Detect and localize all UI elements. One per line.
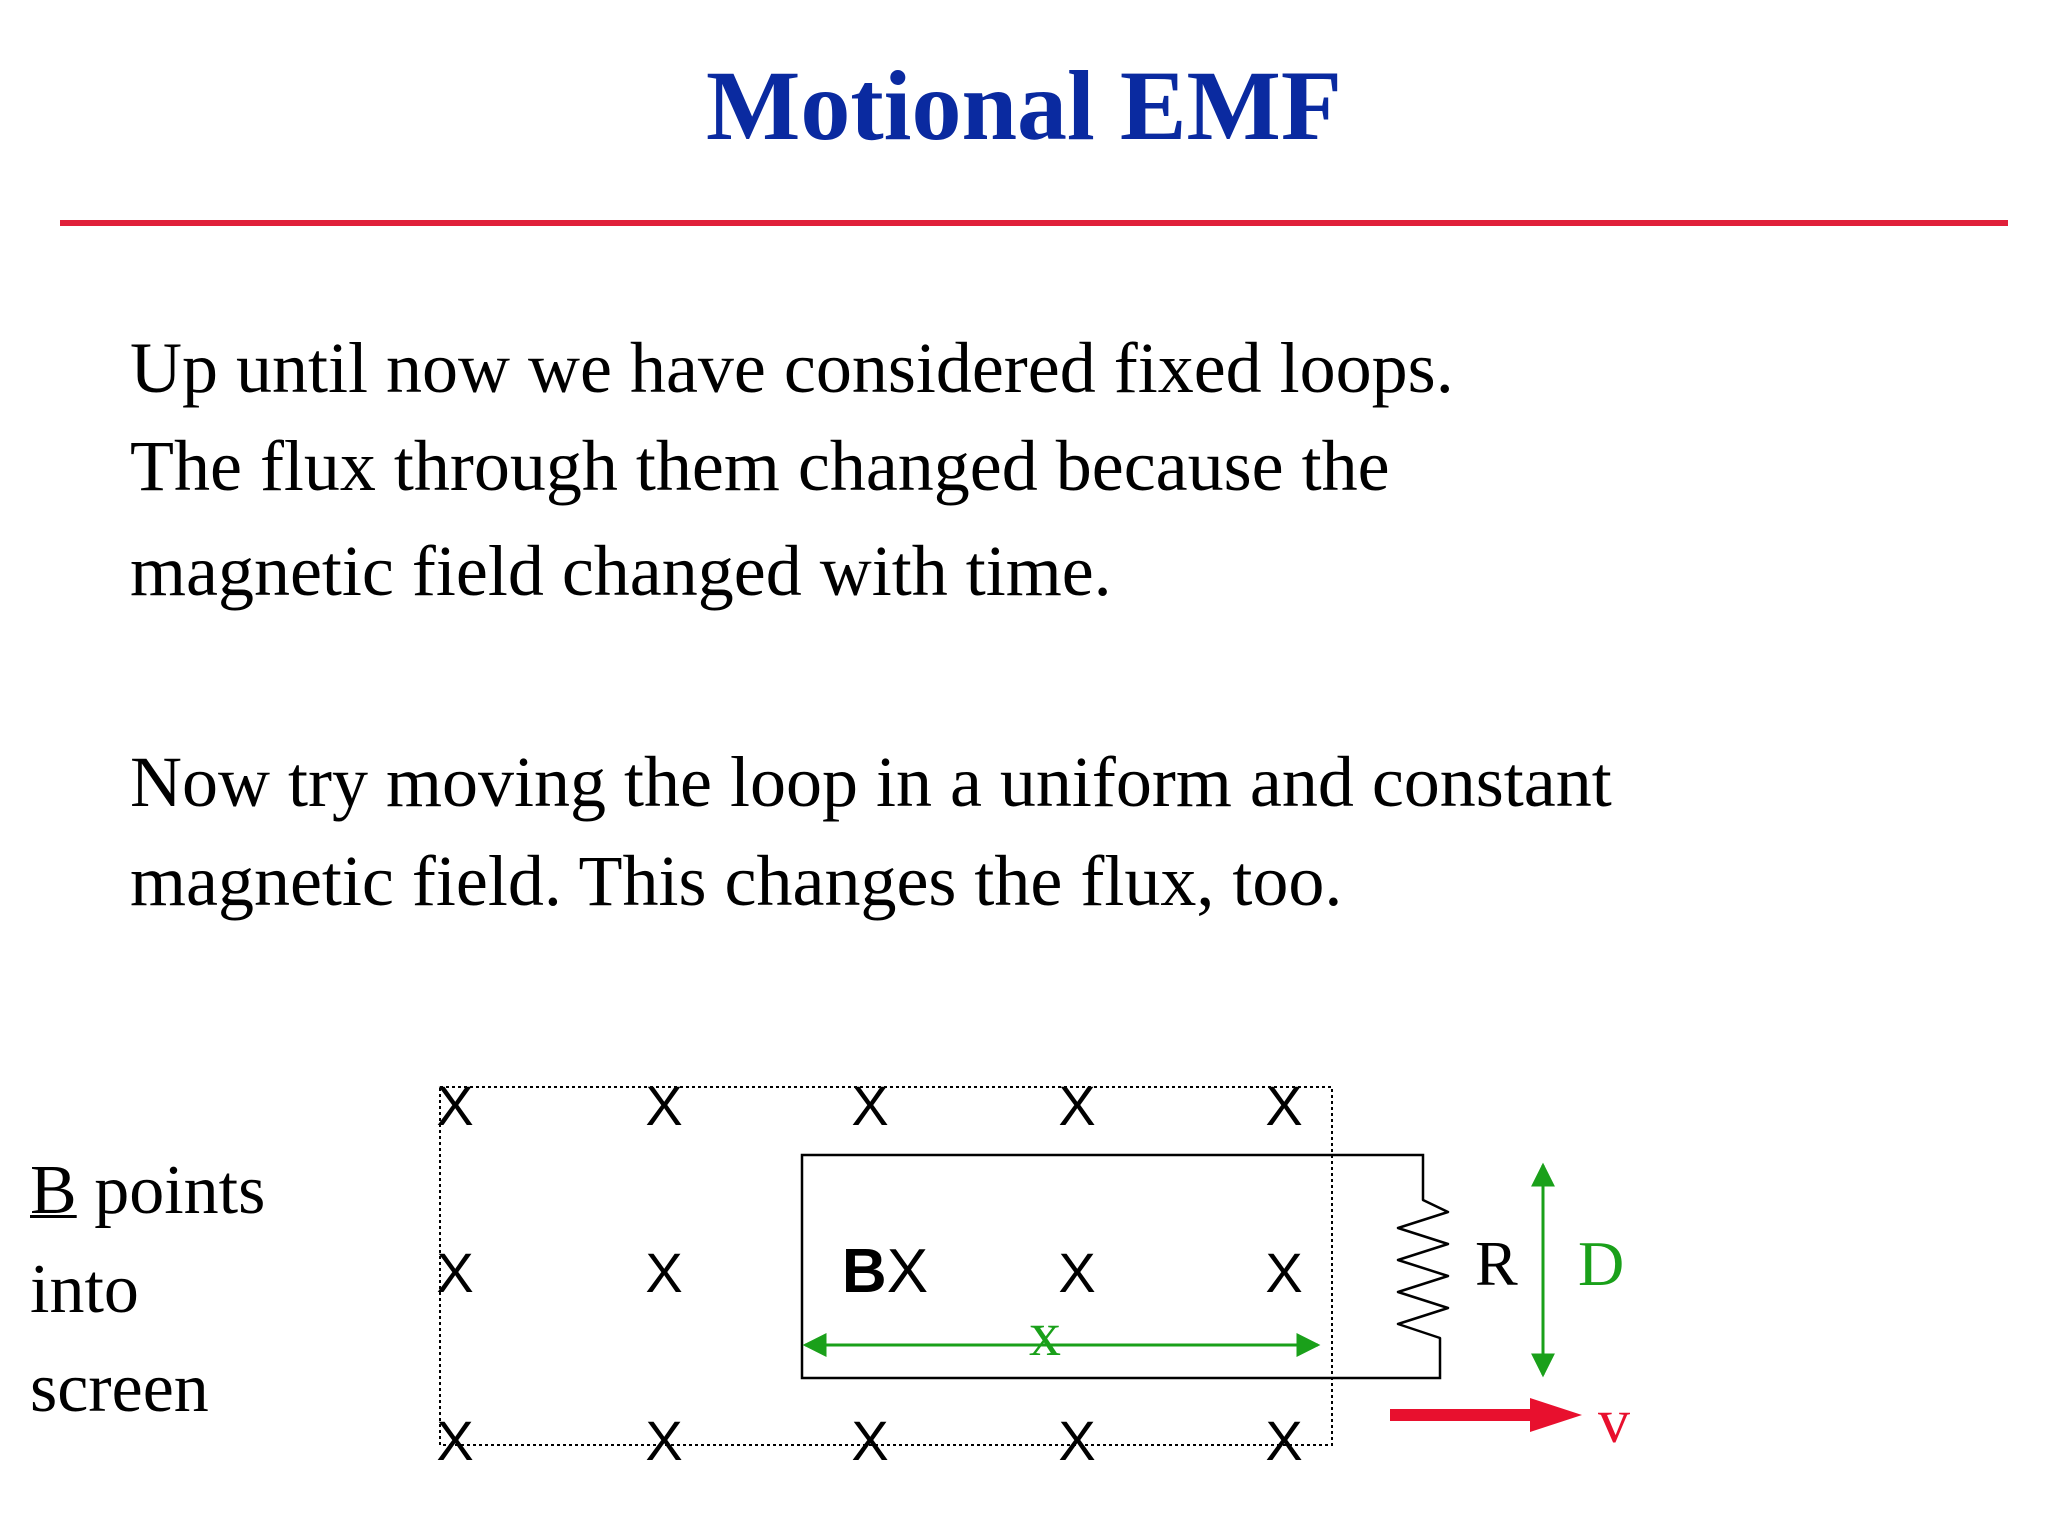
paragraph-1-line-1: Up until now we have considered fixed loops. <box>130 328 1454 408</box>
field-mark: X <box>1058 1074 1096 1137</box>
paragraph-1-line-3: magnetic field changed with time. <box>130 531 1112 611</box>
field-mark: X <box>436 1241 474 1304</box>
conducting-loop <box>802 1155 1440 1378</box>
slide-title: Motional EMF <box>705 50 1343 161</box>
paragraph-2-line-2: magnetic field. This changes the flux, too. <box>130 841 1343 921</box>
title-divider <box>60 220 2008 226</box>
field-direction-text: points <box>76 1152 266 1229</box>
resistor-icon <box>1398 1187 1448 1348</box>
position-label: x <box>1029 1298 1061 1369</box>
field-mark: X <box>645 1074 683 1137</box>
field-mark: X <box>645 1409 683 1472</box>
field-mark: X <box>1265 1074 1303 1137</box>
field-mark: X <box>1265 1241 1303 1304</box>
field-direction-line-3: screen <box>30 1350 209 1427</box>
field-region <box>440 1087 1332 1445</box>
field-mark: X <box>1058 1241 1096 1304</box>
paragraph-2-line-1: Now try moving the loop in a uniform and constant <box>130 742 1612 822</box>
velocity-label: v <box>1598 1385 1630 1456</box>
field-direction-label <box>30 1152 266 1229</box>
field-label <box>842 1237 928 1306</box>
velocity-arrowhead <box>1530 1398 1582 1432</box>
field-mark: X <box>645 1241 683 1304</box>
field-mark: X <box>1058 1409 1096 1472</box>
field-mark: X <box>436 1409 474 1472</box>
field-mark: X <box>1265 1409 1303 1472</box>
field-direction-line-2: into <box>30 1251 139 1328</box>
field-mark: X <box>436 1074 474 1137</box>
height-label: D <box>1578 1228 1625 1299</box>
field-label-x: X <box>886 1237 929 1306</box>
field-label-b: B <box>841 1237 887 1306</box>
resistor-label: R <box>1475 1228 1518 1299</box>
field-symbol-b: B <box>30 1152 77 1229</box>
field-mark: X <box>851 1409 889 1472</box>
paragraph-1-line-2: The flux through them changed because the <box>130 426 1390 506</box>
field-mark: X <box>851 1074 889 1137</box>
